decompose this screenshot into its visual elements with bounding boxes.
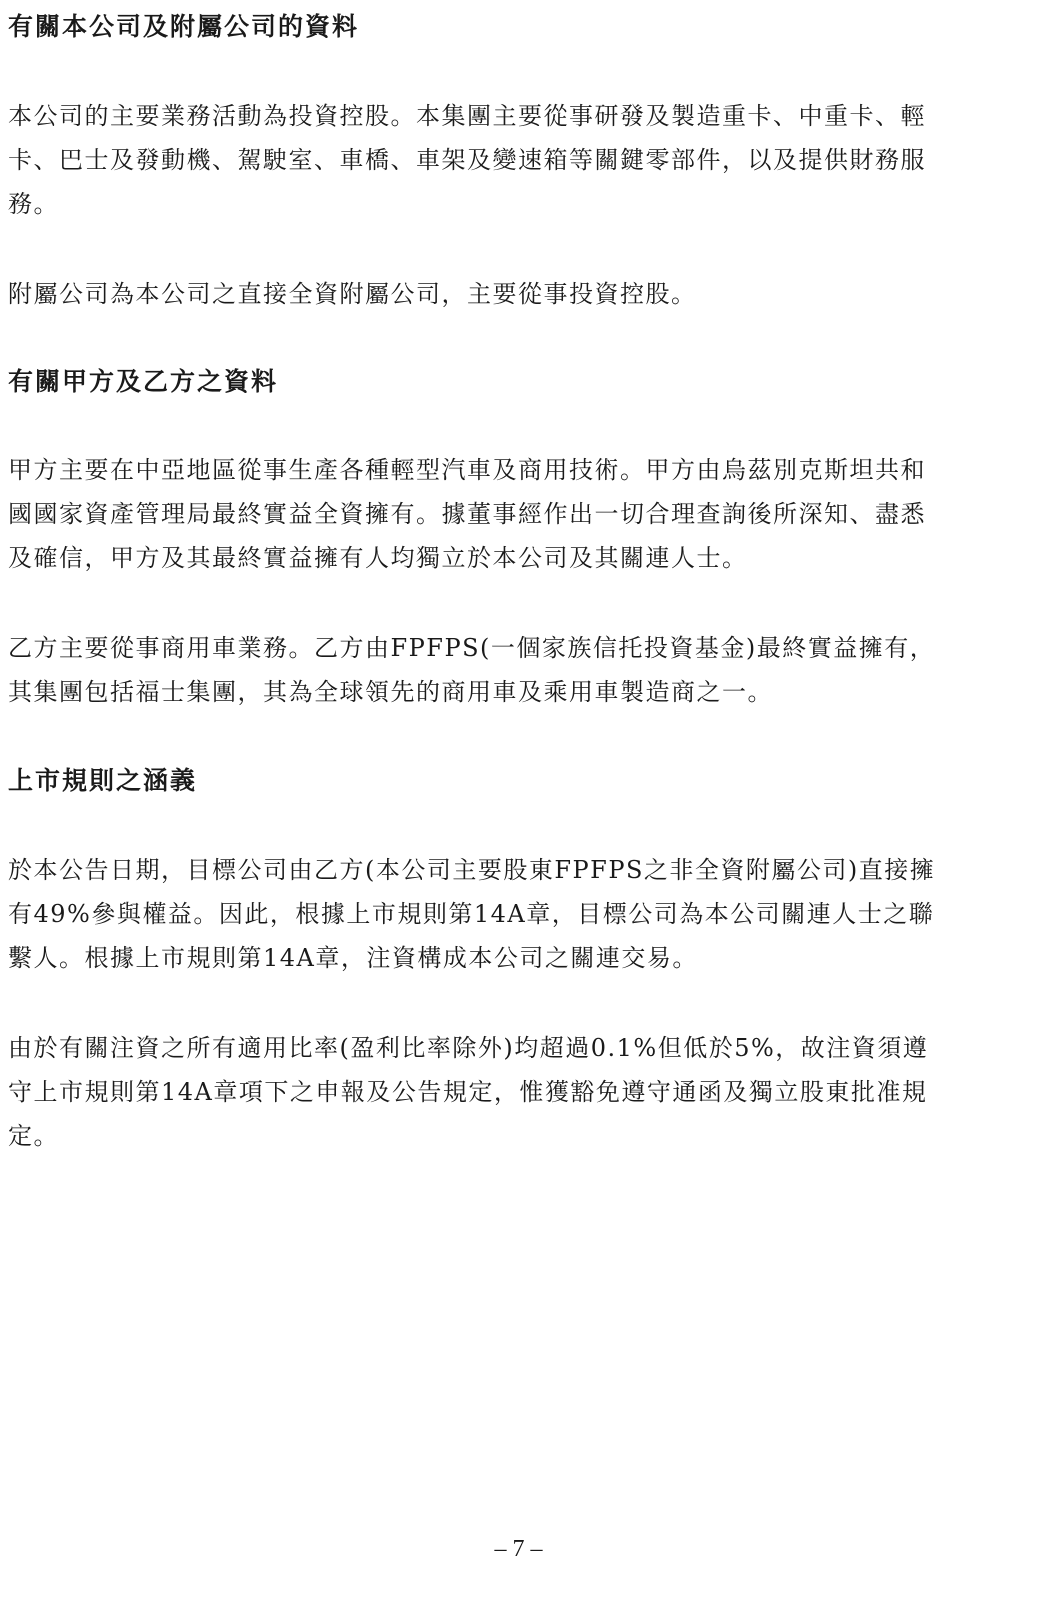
text-line: 卡、巴士及發動機、駕駛室、車橋、車架及變速箱等關鍵零部件，以及提供財務服 [8,146,926,174]
paragraph-party-b [8,626,1028,714]
text-line: 守上市規則第14A章項下之申報及公告規定，惟獲豁免遵守通函及獨立股東批准規 [8,1078,928,1106]
text-line: 本公司的主要業務活動為投資控股。本集團主要從事研發及製造重卡、中重卡、輕 [8,102,926,130]
page-number: – 7 – [494,1536,543,1562]
text-line: 甲方主要在中亞地區從事生產各種輕型汽車及商用技術。甲方由烏茲別克斯坦共和 [8,456,926,484]
text-line: 定。 [8,1122,59,1150]
paragraph-company-business [8,94,1028,226]
paragraph-subsidiary [8,272,1028,316]
text-line: 有49%參與權益。因此，根據上市規則第14A章，目標公司為本公司關連人士之聯 [8,900,935,928]
section-heading-parties-info: 有關甲方及乙方之資料 [8,367,279,396]
paragraph-connected-person [8,848,1028,980]
text-line: 由於有關注資之所有適用比率(盈利比率除外)均超過0.1%但低於5%，故注資須遵 [8,1034,929,1062]
text-line: 其集團包括福士集團，其為全球領先的商用車及乘用車製造商之一。 [8,678,773,706]
text-line: 繫人。根據上市規則第14A章，注資構成本公司之關連交易。 [8,944,698,972]
section-heading-listing-rules: 上市規則之涵義 [8,766,198,795]
text-line: 務。 [8,190,59,218]
text-line: 附屬公司為本公司之直接全資附屬公司，主要從事投資控股。 [8,280,697,308]
text-line: 乙方主要從事商用車業務。乙方由FPFPS(一個家族信托投資基金)最終實益擁有， [8,634,936,662]
section-heading-company-info: 有關本公司及附屬公司的資料 [8,12,360,41]
text-line: 及確信，甲方及其最終實益擁有人均獨立於本公司及其關連人士。 [8,544,748,572]
paragraph-applicable-ratios [8,1026,1028,1158]
paragraph-party-a [8,448,1028,580]
text-line: 國國家資產管理局最終實益全資擁有。據董事經作出一切合理查詢後所深知、盡悉 [8,500,926,528]
text-line: 於本公告日期，目標公司由乙方(本公司主要股東FPFPS之非全資附屬公司)直接擁 [8,856,936,884]
